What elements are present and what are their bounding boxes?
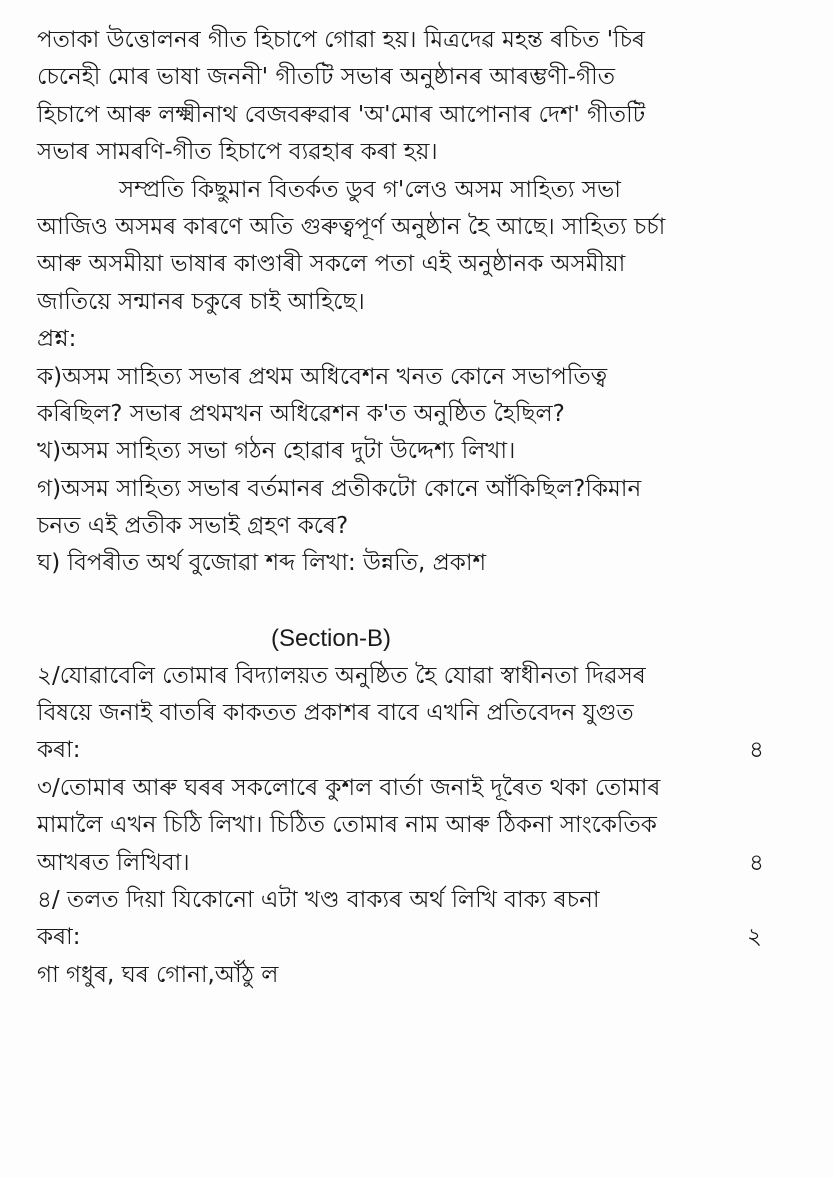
question-line: ঘ) বিপৰীত অৰ্থ বুজোৱা শব্দ লিখা: উন্নতি, প্ৰকাশ	[37, 550, 487, 577]
question-line: বিষয়ে জনাই বাতৰি কাকতত প্ৰকাশৰ বাবে এখনি প্ৰতিবেদন যুগুত	[37, 700, 634, 727]
question-line-with-marks	[37, 919, 797, 956]
passage-line: আৰু অসমীয়া ভাষাৰ কাণ্ডাৰী সকলে পতা এই অনুষ্ঠানক অসমীয়া	[37, 251, 626, 278]
question-line: ক)অসম সাহিত্য সভাৰ প্ৰথম অধিবেশন খনত কোনে সভাপতিত্ব	[37, 363, 608, 390]
question-line: চনত এই প্ৰতীক সভাই গ্ৰহণ কৰে?	[37, 513, 349, 540]
question-line-with-marks	[37, 732, 797, 769]
passage-questions	[37, 321, 797, 583]
spacer	[37, 583, 797, 620]
question-3	[37, 770, 797, 882]
marks-value: ৪	[749, 849, 764, 876]
passage-line: পতাকা উত্তোলনৰ গীত হিচাপে গোৱা হয়। মিত্ৰদেৱ মহন্ত ৰচিত 'চিৰ	[37, 27, 645, 53]
question-kha	[37, 433, 797, 470]
question-line-text: আখৰত লিখিবা।	[37, 849, 190, 876]
question-gha	[37, 545, 797, 582]
passage	[37, 22, 797, 321]
question-ka	[37, 359, 797, 434]
question-line-text: কৰা:	[37, 924, 81, 951]
passage-line-indented: সম্প্ৰতি কিছুমান বিতৰ্কত ডুব গ'লেও অসম সাহিত্য সভা	[119, 176, 621, 203]
marks-value: ৪	[749, 737, 764, 764]
question-line: ২/যোৱাবেলি তোমাৰ বিদ্যালয়ত অনুষ্ঠিত হৈ যোৱা স্বাধীনতা দিৱসৰ	[37, 662, 646, 689]
question-2	[37, 658, 797, 770]
passage-line: জাতিয়ে সন্মানৰ চকুৰে চাই আহিছে।	[37, 288, 365, 315]
document-page	[37, 22, 797, 994]
passage-line: চেনেহী মোৰ ভাষা জননী' গীতটি সভাৰ অনুষ্ঠানৰ আৰম্ভণী-গীত	[37, 64, 615, 91]
question-line: খ)অসম সাহিত্য সভা গঠন হোৱাৰ দুটা উদ্দেশ্য লিখা।	[37, 438, 516, 465]
question-ga	[37, 471, 797, 546]
passage-line: আজিও অসমৰ কাৰণে অতি গুৰুত্বপূৰ্ণ অনুষ্ঠান হৈ আছে। সাহিত্য চৰ্চা	[37, 213, 666, 240]
question-line-with-marks	[37, 845, 797, 882]
question-line: কৰিছিল? সভাৰ প্ৰথমখন অধিৱেশন ক'ত অনুষ্ঠিত হৈছিল?	[37, 400, 565, 427]
question-line: গা গধুৰ, ঘৰ গোনা,আঁঠু ল	[37, 961, 279, 988]
question-line: গ)অসম সাহিত্য সভাৰ বৰ্তমানৰ প্ৰতীকটো কোনে আঁকিছিল?কিমান	[37, 475, 642, 502]
question-4	[37, 882, 797, 994]
question-line-text: কৰা:	[37, 737, 81, 764]
marks-value: ২	[747, 924, 762, 951]
passage-line: সভাৰ সামৰণি-গীত হিচাপে ব্যৱহাৰ কৰা হয়।	[37, 139, 438, 166]
section-b	[37, 620, 797, 994]
question-line: ৪/ তলত দিয়া যিকোনো এটা খণ্ড বাক্যৰ অৰ্থ লিখি বাক্য ৰচনা	[37, 886, 600, 913]
questions-heading: প্ৰশ্ন:	[37, 326, 77, 353]
passage-line: হিচাপে আৰু লক্ষ্মীনাথ বেজবৰুৱাৰ 'অ'মোৰ আপোনাৰ দেশ' গীতটি	[37, 101, 646, 128]
question-line: ৩/তোমাৰ আৰু ঘৰৰ সকলোৰে কুশল বাৰ্তা জনাই দূৰৈত থকা তোমাৰ	[37, 774, 661, 801]
section-title: (Section-B)	[271, 625, 392, 653]
question-line: মামালৈ এখন চিঠি লিখা। চিঠিত তোমাৰ নাম আৰু ঠিকনা সাংকেতিক	[37, 812, 657, 839]
